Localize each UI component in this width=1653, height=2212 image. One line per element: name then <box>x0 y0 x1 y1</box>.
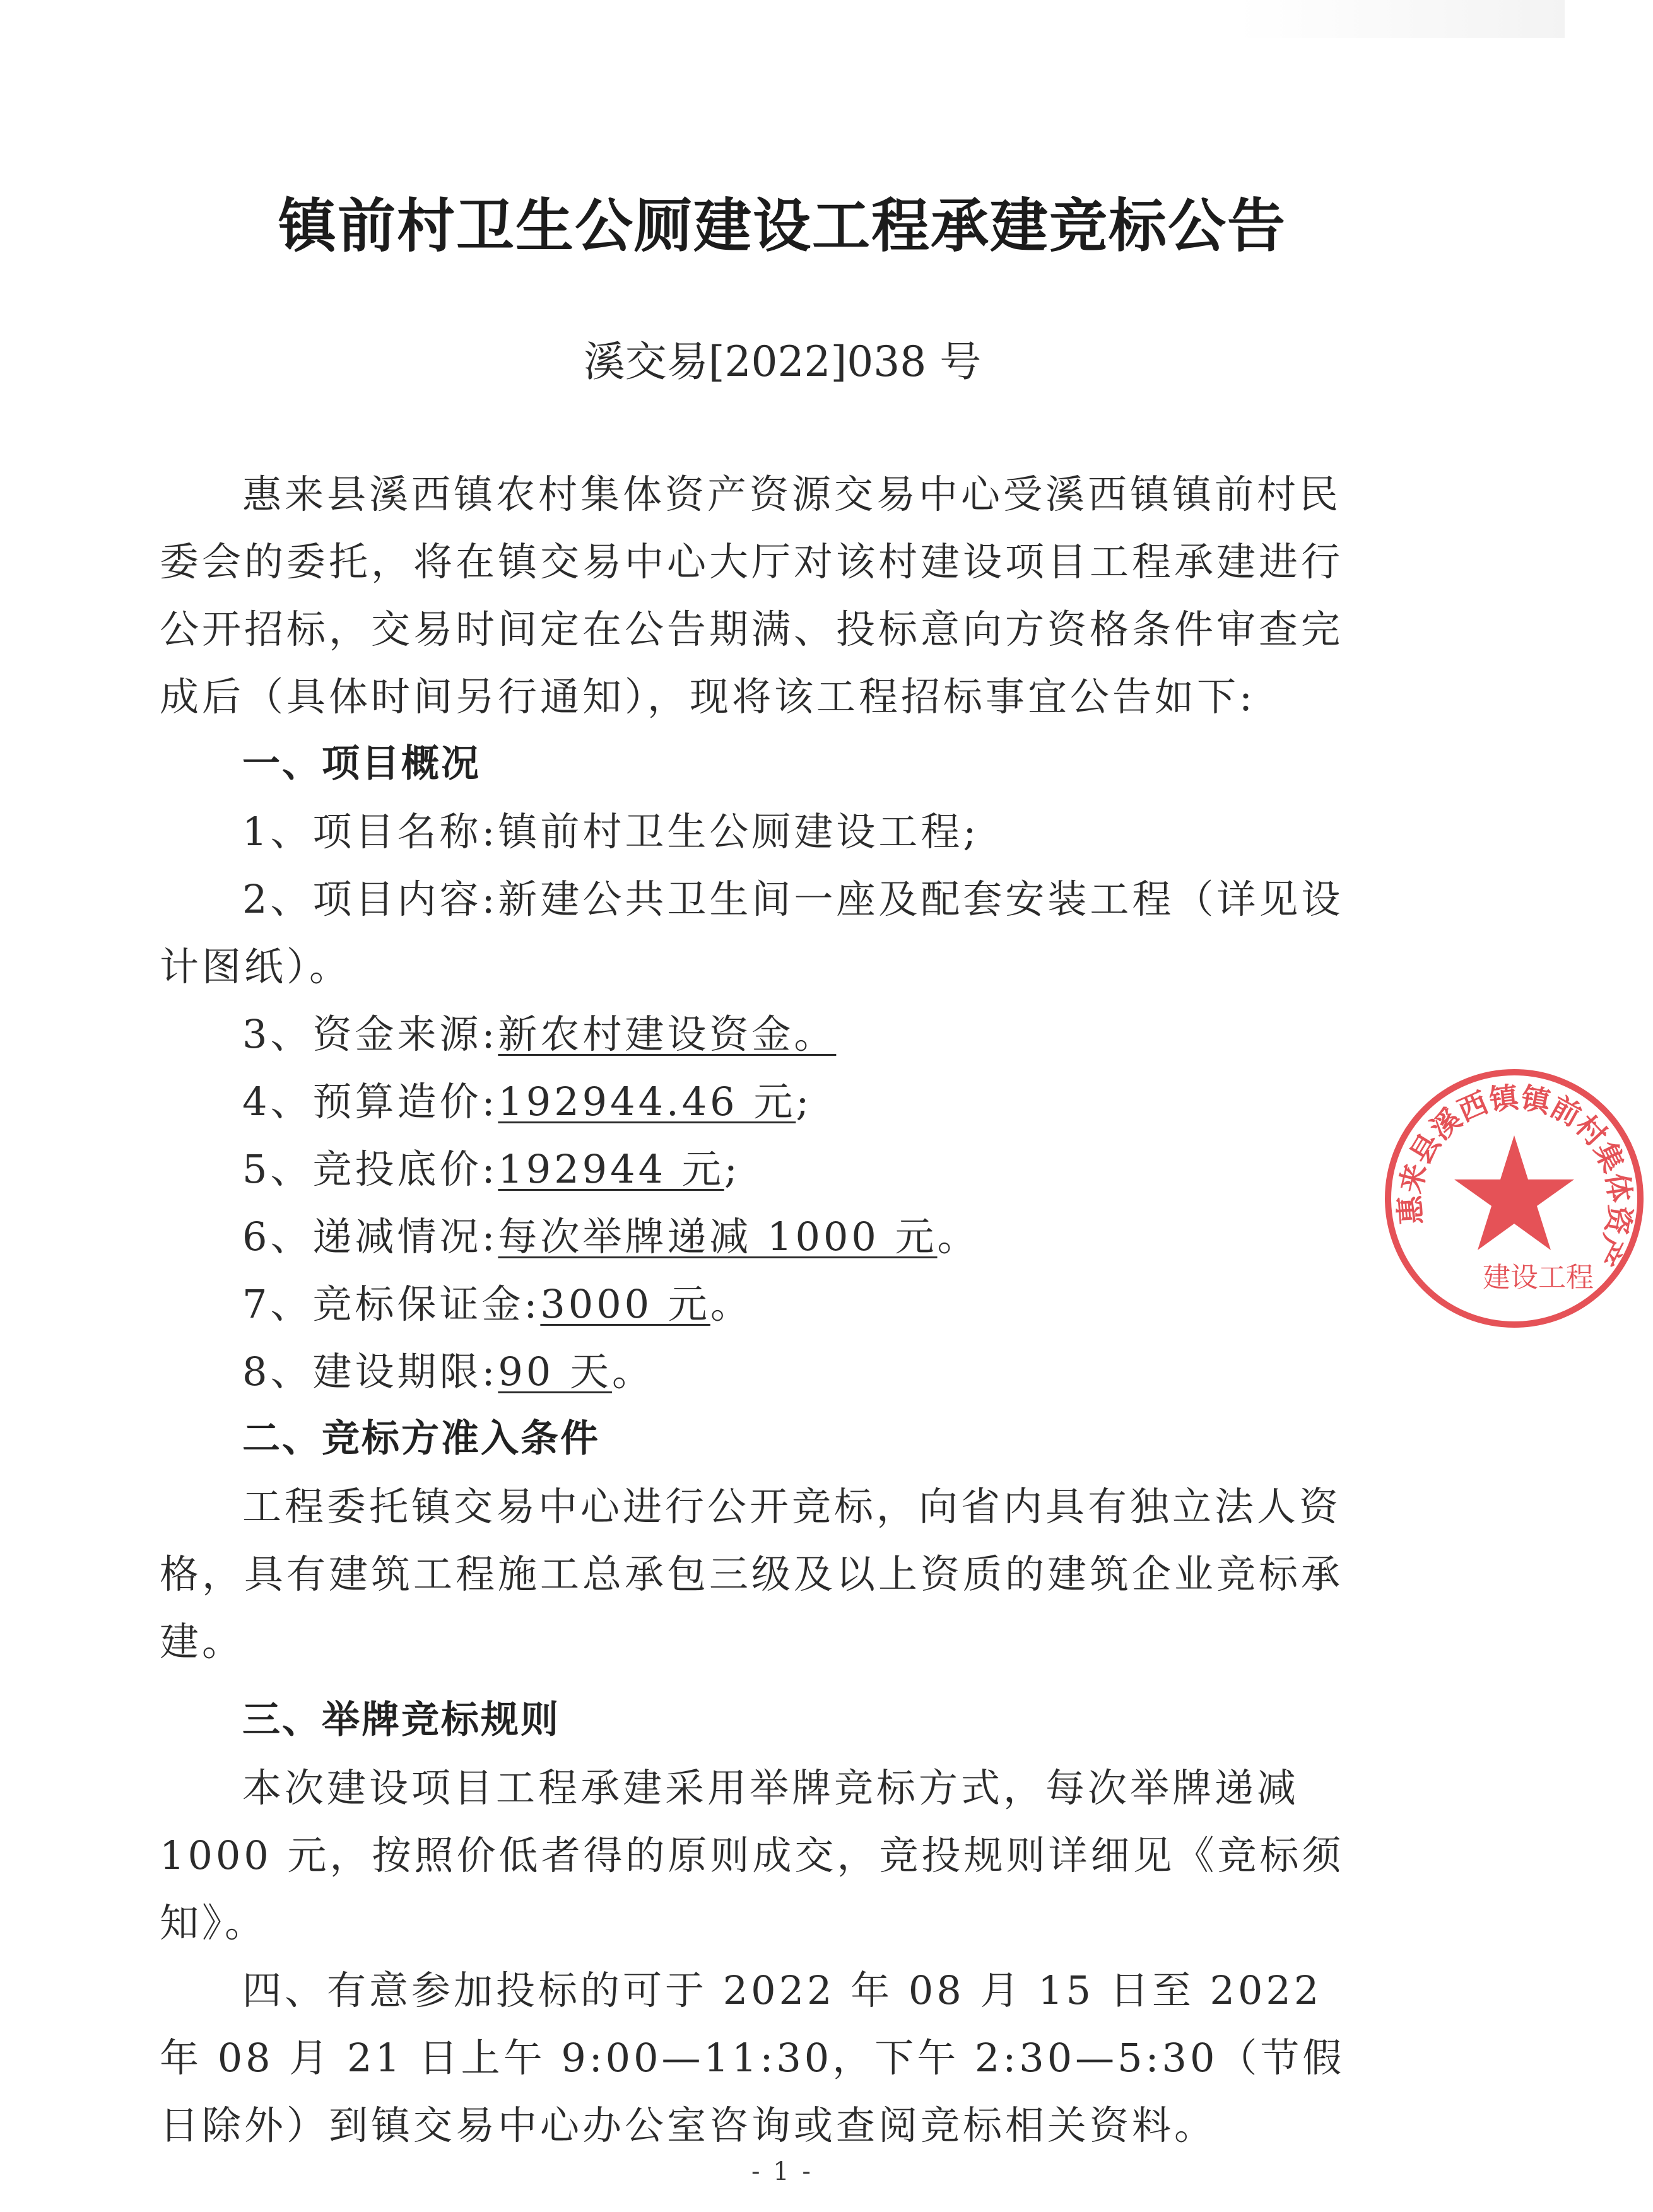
scan-edge-shadow <box>1237 0 1565 38</box>
item-tail: 。 <box>937 1214 980 1260</box>
section4-paragraph: 四、有意参加投标的可于 2022 年 08 月 15 日至 2022 年 08 月 21 日上午 9:00—11:30，下午 2:30—5:30（节假日除外）到镇交易中心办公室咨询或查阅竞标相关资料。 <box>160 1967 1345 2148</box>
official-seal-stamp <box>1375 1060 1653 1337</box>
item-label: 3、资金来源: <box>242 1011 498 1057</box>
item-value: 新建公共卫生间一座及配套安装工程（详见设计图纸）。 <box>160 876 1344 990</box>
item-project-name <box>160 798 1358 865</box>
item-value: 每次举牌递减 1000 元 <box>498 1214 938 1260</box>
section2-paragraph: 工程委托镇交易中心进行公开竞标，向省内具有独立法人资格，具有建筑工程施工总承包三级及以上资质的建筑企业竞标承建。 <box>160 1483 1344 1665</box>
item-value: 镇前村卫生公厕建设工程; <box>498 809 980 855</box>
document-body <box>160 460 1358 2159</box>
item-deposit <box>160 1270 1358 1338</box>
item-label: 1、项目名称: <box>242 809 498 855</box>
item-value: 新农村建设资金。 <box>498 1011 837 1057</box>
section3-heading: 三、举牌竞标规则 <box>242 1698 560 1742</box>
seal-text: 惠来县溪西镇镇前村集体资产 <box>1392 1080 1638 1271</box>
intro-paragraph: 惠来县溪西镇农村集体资产资源交易中心受溪西镇镇前村民委会的委托，将在镇交易中心大厅对该村建设项目工程承建进行公开招标，交易时间定在公告期满、投标意向方资格条件审查完成后（具体时间另行通知），现将该工程招标事宜公告如下: <box>160 471 1344 720</box>
item-label: 8、建设期限: <box>242 1349 498 1395</box>
item-value: 192944 元 <box>498 1146 724 1192</box>
item-label: 6、递减情况: <box>242 1214 498 1260</box>
item-decrement <box>160 1203 1358 1270</box>
item-value: 90 天 <box>498 1349 612 1395</box>
item-tail: ; <box>724 1146 741 1192</box>
item-base-price <box>160 1135 1358 1203</box>
section2-heading: 二、竞标方准入条件 <box>242 1417 600 1461</box>
seal-inner-text: 建设工程 <box>1483 1261 1594 1294</box>
section3-paragraph: 本次建设项目工程承建采用举牌竞标方式，每次举牌递减 1000 元，按照价低者得的原则成交，竞投规则详细见《竞标须知》。 <box>160 1765 1344 1946</box>
item-value: 192944.46 元 <box>498 1079 796 1125</box>
item-project-content <box>160 865 1358 1000</box>
item-label: 7、竞标保证金: <box>242 1281 541 1327</box>
document-title: 镇前村卫生公厕建设工程承建竞标公告 <box>278 192 1286 260</box>
item-funding-source <box>160 1000 1358 1068</box>
item-budget <box>160 1068 1358 1135</box>
seal-star-icon <box>1454 1135 1574 1250</box>
item-label: 5、竞投底价: <box>242 1146 498 1192</box>
document-number: 溪交易[2022]038 号 <box>583 337 982 386</box>
item-label: 4、预算造价: <box>242 1079 498 1125</box>
spacer <box>160 1675 1358 1687</box>
item-tail: ; <box>796 1079 813 1125</box>
item-tail: 。 <box>710 1281 753 1327</box>
item-value: 3000 元 <box>540 1281 710 1327</box>
item-label: 2、项目内容: <box>242 876 498 922</box>
section1-heading: 一、项目概况 <box>242 742 481 786</box>
page-number: - 1 - <box>751 2157 813 2186</box>
item-tail: 。 <box>611 1349 654 1395</box>
item-duration <box>160 1338 1358 1405</box>
